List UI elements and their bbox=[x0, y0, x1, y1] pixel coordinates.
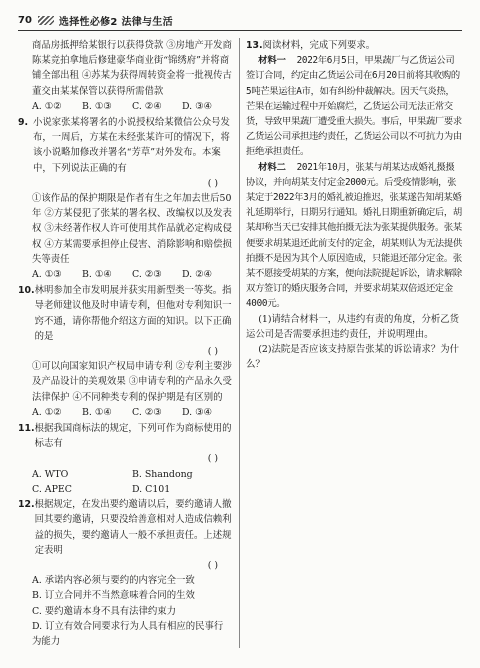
question-number: 10. bbox=[18, 285, 35, 297]
question-stem: 根据规定，在发出要约邀请以后，要约邀请人撤回其要约邀请，只要没给善意相对人造成信赖利益的损失，要约邀请人一般不承担责任。上述规定表明 bbox=[34, 499, 232, 556]
option: D. ②④ bbox=[182, 269, 212, 281]
option: A. ①② bbox=[32, 406, 62, 418]
option: B. ①④ bbox=[82, 406, 112, 418]
material-text: 2022年6月5日，甲果蔬厂与乙货运公司签订合同，约定由乙货运公司在6月20日前将其收购的5吨芒果运往A市，如有纠纷仲裁解决。因天气炎热，芒果在运输过程中开始腐烂，乙货运公司无法正常交货，导致甲果蔬厂遭受重大损失。事后，甲果蔬厂要求乙货运公司承担违约责任，乙货运公司以不可抗力为由拒绝承担责任。 bbox=[246, 55, 462, 158]
column-divider bbox=[239, 38, 240, 648]
page-header bbox=[18, 12, 462, 28]
question-number: 9. bbox=[18, 117, 29, 129]
option: C. ②③ bbox=[132, 406, 162, 418]
question-12 bbox=[18, 497, 232, 558]
question-stem: 林明参加全市发明展并获实用新型类一等奖。指导老师建议他及时申请专利，但他对专利知识一窍不通，请你帮他介绍这方面的知识。以下正确的是 bbox=[34, 285, 232, 342]
option: C. 要约邀请本身不具有法律约束力 bbox=[32, 605, 177, 617]
question-items: ①该作品的保护期限是作者有生之年加去世后50年 ②方某侵犯了张某的署名权、改编权以及发表权 ③未经著作权人许可使用其作品就必定构成侵权 ④方某需要承担停止侵害、消除影响和赔偿损失等责任 bbox=[32, 193, 232, 265]
requirement-2: (2)法院是否应该支持原告张某的诉讼请求？为什么？ bbox=[246, 344, 460, 371]
question-11 bbox=[18, 421, 232, 451]
option: C. ②④ bbox=[132, 100, 162, 112]
requirement-1: (1)请结合材料一，从违约有责的角度，分析乙货运公司是否需要承担违约责任，并说明理由。 bbox=[246, 313, 460, 340]
option: B. ①④ bbox=[82, 269, 112, 281]
q12-options bbox=[32, 573, 232, 649]
stripe-decoration-icon bbox=[38, 16, 54, 25]
question-stem: 小说家张某将署名的小说授权给某微信公众号发布，一周后，方某在未经张某许可的情况下，将该小说略加修改并署名“芳草”对外发布。本案中，下列说法正确的有 bbox=[33, 117, 230, 174]
question-number: 13. bbox=[246, 40, 263, 51]
page-number: 70 bbox=[18, 14, 32, 26]
material-two bbox=[246, 160, 462, 312]
question-13 bbox=[246, 38, 462, 53]
q9-options bbox=[32, 267, 232, 282]
option: B. 订立合同并不当然意味着合同的生效 bbox=[32, 590, 195, 602]
question-10 bbox=[18, 283, 232, 344]
option: C. ②③ bbox=[132, 269, 162, 281]
right-column bbox=[246, 38, 462, 372]
option: A. ①② bbox=[32, 100, 62, 112]
question-number: 12. bbox=[18, 499, 35, 511]
answer-blank: ( ) bbox=[207, 559, 218, 571]
answer-blank: ( ) bbox=[207, 346, 218, 358]
option: C. APEC bbox=[32, 483, 72, 495]
q8-options bbox=[32, 99, 232, 114]
option: D. ③④ bbox=[182, 406, 212, 418]
material-label: 材料二 bbox=[258, 161, 286, 173]
header-rule bbox=[18, 30, 462, 31]
q11-options bbox=[32, 467, 232, 497]
question-stem: 阅读材料，完成下列要求。 bbox=[262, 40, 376, 51]
option: B. ①③ bbox=[82, 100, 112, 112]
option: A. WTO bbox=[32, 468, 69, 480]
option: A. 承诺内容必须与要约的内容完全一致 bbox=[32, 575, 195, 587]
option: A. ①③ bbox=[32, 269, 62, 281]
material-text: 2021年10月，张某与胡某达成婚礼摄摄协议，并向胡某支付定金2000元。后受疫情影响，张某定于2022年3月的婚礼被迫推迟，张某遂告知胡某婚礼延期举行，日期另行通知。婚礼日期重新确定后，胡某却称当天已安排其他拍摄无法为张某提供服务。张某便要求胡某退还此前支付的定金，胡某则认为无法提供拍摄不是因为其个人原因造成，只能退还部分定金。张某不愿接受胡某的方案，便向法院提起诉讼，请求解除双方签订的婚庆服务合同，并要求胡某双倍返还定金4000元。 bbox=[246, 161, 462, 310]
left-column bbox=[18, 38, 232, 649]
option: D. 订立有效合同要求行为人具有相应的民事行为能力 bbox=[32, 620, 224, 647]
question-stem: 根据我国商标法的规定，下列可作为商标使用的标志有 bbox=[34, 423, 232, 450]
book-title: 选择性必修2 法律与生活 bbox=[58, 16, 173, 28]
answer-blank: ( ) bbox=[207, 453, 218, 465]
question-number: 11. bbox=[18, 423, 35, 435]
option: D. C101 bbox=[132, 483, 171, 495]
q10-options bbox=[32, 405, 232, 420]
question-9 bbox=[18, 115, 232, 176]
question-items: ①可以向国家知识产权局申请专利 ②专利主要涉及产品设计的美观效果 ③申请专利的产品永久受法律保护 ④不同种类专利的保护期是有区别的 bbox=[32, 361, 232, 403]
option: D. ③④ bbox=[182, 100, 212, 112]
material-one bbox=[246, 53, 462, 159]
option: B. Shandong bbox=[132, 468, 193, 480]
q8-continuation: 商品房抵押给某银行以获得贷款 ③房地产开发商陈某竞拍拿地后修建豪华商业街“锦绣府”并将商铺全部出租 ④苏某为获得周转资金将一批视传古董交由某某保管以获得所需借款 bbox=[32, 40, 232, 97]
answer-blank: ( ) bbox=[207, 177, 218, 189]
material-label: 材料一 bbox=[258, 55, 286, 67]
